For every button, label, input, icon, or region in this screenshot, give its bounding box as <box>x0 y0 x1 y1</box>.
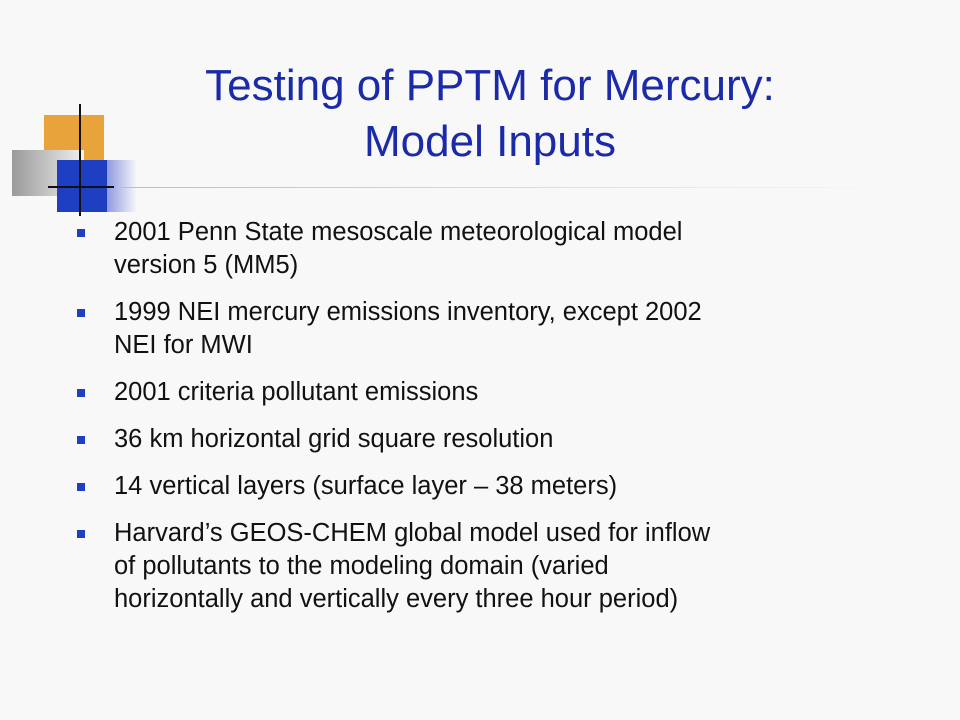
bullet-item-geos-chem <box>74 517 874 616</box>
bullet-item-mm5 <box>74 216 874 282</box>
title-line-1: Testing of PPTM for Mercury: <box>205 61 775 110</box>
bullet-list <box>74 216 874 630</box>
vertical-crosshair-line <box>79 104 81 216</box>
bullet-text-line: 2001 Penn State mesoscale meteorological model <box>114 218 683 246</box>
bullet-text-line: 1999 NEI mercury emissions inventory, except 2002 <box>114 298 702 326</box>
bullet-square-icon <box>77 483 85 491</box>
title-divider <box>120 187 900 188</box>
bullet-item-layers <box>74 470 874 503</box>
bullet-item-criteria <box>74 376 874 409</box>
bullet-text-line: Harvard’s GEOS-CHEM global model used for inflow <box>114 519 711 547</box>
bullet-text-line: NEI for MWI <box>114 331 253 359</box>
bullet-text-line: horizontally and vertically every three hour period) <box>114 585 679 613</box>
title-line-2: Model Inputs <box>364 117 616 166</box>
bullet-item-grid <box>74 423 874 456</box>
slide-title <box>100 58 880 170</box>
bullet-square-icon <box>77 309 85 317</box>
bullet-text-line: of pollutants to the modeling domain (varied <box>114 552 609 580</box>
bullet-square-icon <box>77 436 85 444</box>
bullet-square-icon <box>77 530 85 538</box>
horizontal-crosshair-line <box>48 186 114 188</box>
bullet-item-nei <box>74 296 874 362</box>
bullet-text-line: 36 km horizontal grid square resolution <box>114 425 554 453</box>
bullet-text-line: 2001 criteria pollutant emissions <box>114 378 479 406</box>
bullet-square-icon <box>77 389 85 397</box>
bullet-square-icon <box>77 229 85 237</box>
bullet-text-line: 14 vertical layers (surface layer – 38 meters) <box>114 472 618 500</box>
bullet-text-line: version 5 (MM5) <box>114 251 299 279</box>
